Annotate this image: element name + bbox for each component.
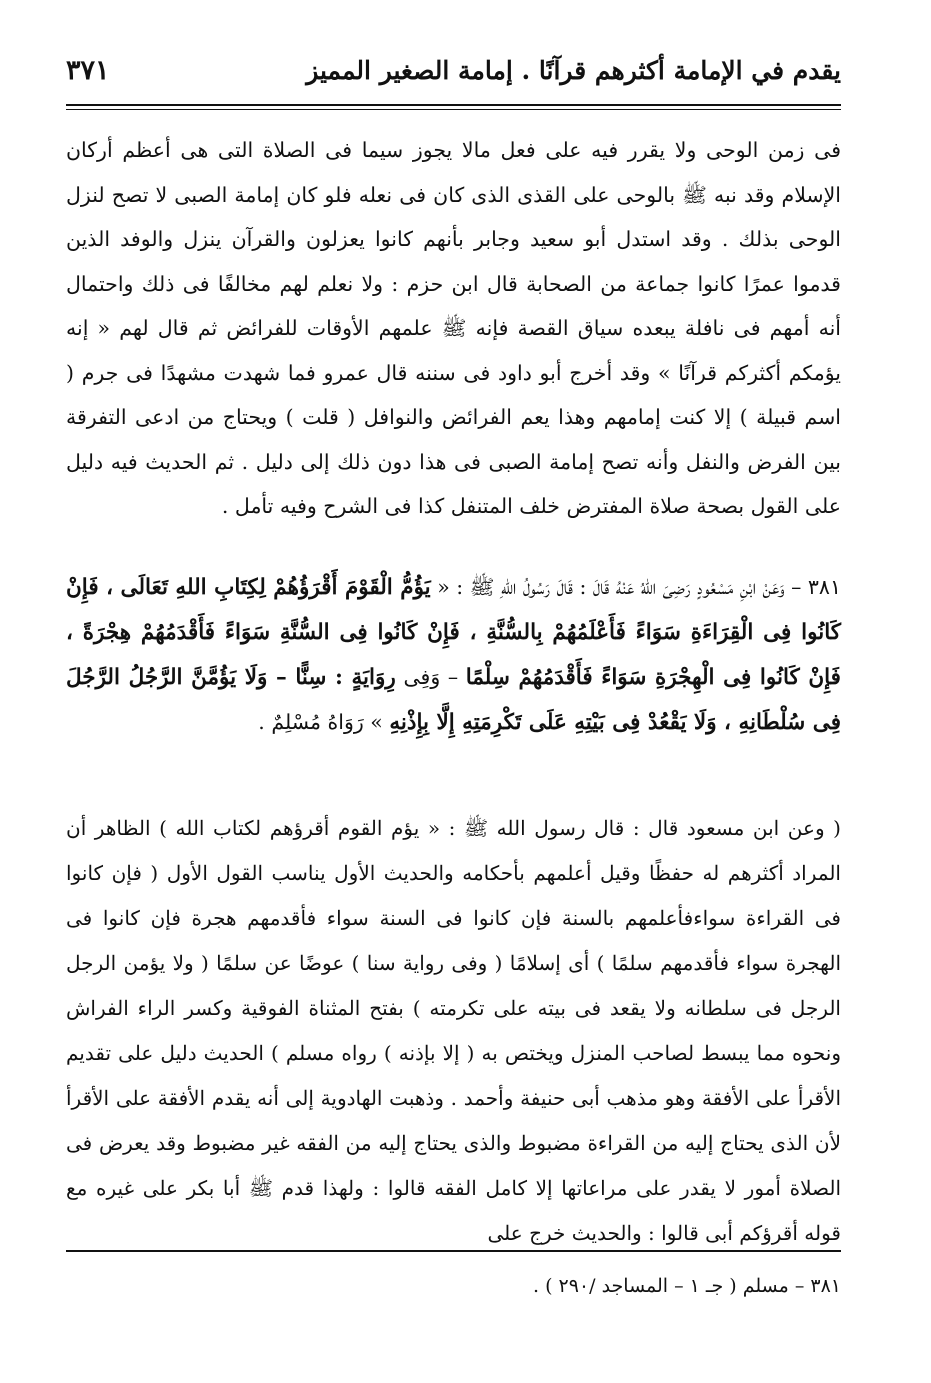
header-title: يقدم في الإمامة أكثرهم قرآنًا . إمامة الصغير المميز: [306, 55, 841, 85]
commentary-paragraph-1: فى زمن الوحى ولا يقرر فيه على فعل مالا يجوز سيما فى الصلاة التى هى أعظم أركان الإسلام وقد نبه ﷺ بالوحى على القذى الذى كان فى نعله فلو كان إمامة الصبى لا تصح لنزل الوحى بذلك . وقد استدل أبو سعيد وجابر بأنهم كانوا يعزلون والقرآن ينزل والوفد الذين قدموا عمرًا كانوا جماعة من الصحابة قال ابن حزم : ولا نعلم لهم مخالفًا فى ذلك واحتمال أنه أمهم فى نافلة يبعده سياق القصة فإنه ﷺ علمهم الأوقات للفرائض ثم قال لهم « إنه يؤمكم أكثركم قرآنًا » وقد أخرج أبو داود فى سننه قال عمرو فما شهدت مشهدًا فى جرم ( اسم قبيلة ) إلا كنت إمامهم وهذا يعم الفرائض والنوافل ( قلت ) ويحتاج من ادعى التفرقة بين الفرض والنفل وأنه تصح إمامة الصبى فى هذا دون ذلك إلى دليل . ثم الحديث فيه دليل على القول بصحة صلاة المفترض خلف المتنفل كذا فى الشرح وفيه تأمل .: [66, 138, 841, 518]
footnote-rule: [66, 1250, 841, 1252]
hadith-closing: » رَوَاهُ مُسْلِمٌ .: [258, 710, 383, 734]
hadith-text-2: رِوَايَةٍ : سِنًّا – وَلَا يَؤُمَّنَّ الرَّجُلُ الرَّجُلَ فِى سُلْطَانِهِ ، وَلَا يَقْعُدْ فِى بَيْتِهِ عَلَى تَكْرِمَتِهِ إِلَّا بِإِذْنِهِ: [66, 665, 841, 735]
page-number: ٣٧١: [66, 54, 110, 86]
hadith-number: ٣٨١: [807, 575, 841, 599]
running-header: [66, 50, 841, 90]
header-rule: [66, 104, 841, 110]
commentary-paragraph-2: ( وعن ابن مسعود قال : قال رسول الله ﷺ : « يؤم القوم أقرؤهم لكتاب الله ) الظاهر أن المراد أكثرهم له حفظًا وقيل أعلمهم بأحكامه والحديث الأول يناسب القول الأول ( فإن كانوا فى القراءة سواءفأعلمهم بالسنة فإن كانوا فى السنة سواء فأقدمهم هجرة فإن كانوا فى الهجرة سواء فأقدمهم سلمًا ) أى إسلامًا ( وفى رواية سنا ) عوضًا عن سلمًا ( ولا يؤمن الرجل الرجل فى سلطانه ولا يقعد فى بيته على تكرمته ) بفتح المثناة الفوقية وكسر الراء الفراش ونحوه مما يبسط لصاحب المنزل ويختص به ( إلا بإذنه ) رواه مسلم ) الحديث دليل على تقديم الأقرأ على الأفقة وهو مذهب أبى حنيفة وأحمد . وذهبت الهادوية إلى أنه يقدم الأفقة على الأقرأ لأن الذى يحتاج إليه من القراءة مضبوط والذى يحتاج إليه من الفقه غير مضبوط وقد يعرض فى الصلاة أمور لا يقدر على مراعاتها إلا كامل الفقه قالوا : ولهذا قدم ﷺ أبا بكر على غيره مع قوله أقرؤكم أبى قالوا : والحديث خرج على: [66, 816, 841, 1245]
hadith-text-1: يَؤُمُّ الْقَوْمَ أَقْرَؤُهُمْ لِكِتَابِ اللهِ تَعَالَى ، فَإِنْ كَانُوا فِى الْقِرَاءَةِ سَوَاءً فَأَعْلَمُهُمْ بِالسُّنَّةِ ، فَإِنْ كَانُوا فِى السُّنَّةِ سَوَاءً فَأَقْدَمُهُمْ هِجْرَةً ، فَإِنْ كَانُوا فِى الْهِجْرَةِ سَوَاءً فَأَقْدَمُهُمْ سِلْمًا: [66, 575, 841, 690]
hadith-paragraph: [66, 565, 841, 745]
hadith-intro: – وَعَنْ ابْنِ مَسْعُودٍ رَضِىَ اللهُ عَنْهُ قَالَ : قَالَ رَسُولُ اللهِ ﷺ : «: [437, 575, 802, 599]
hadith-connector: – وَفِى: [403, 665, 459, 689]
footnote: ٣٨١ – مسلم ( جـ ١ – المساجد /٢٩٠ ) .: [532, 1275, 841, 1297]
